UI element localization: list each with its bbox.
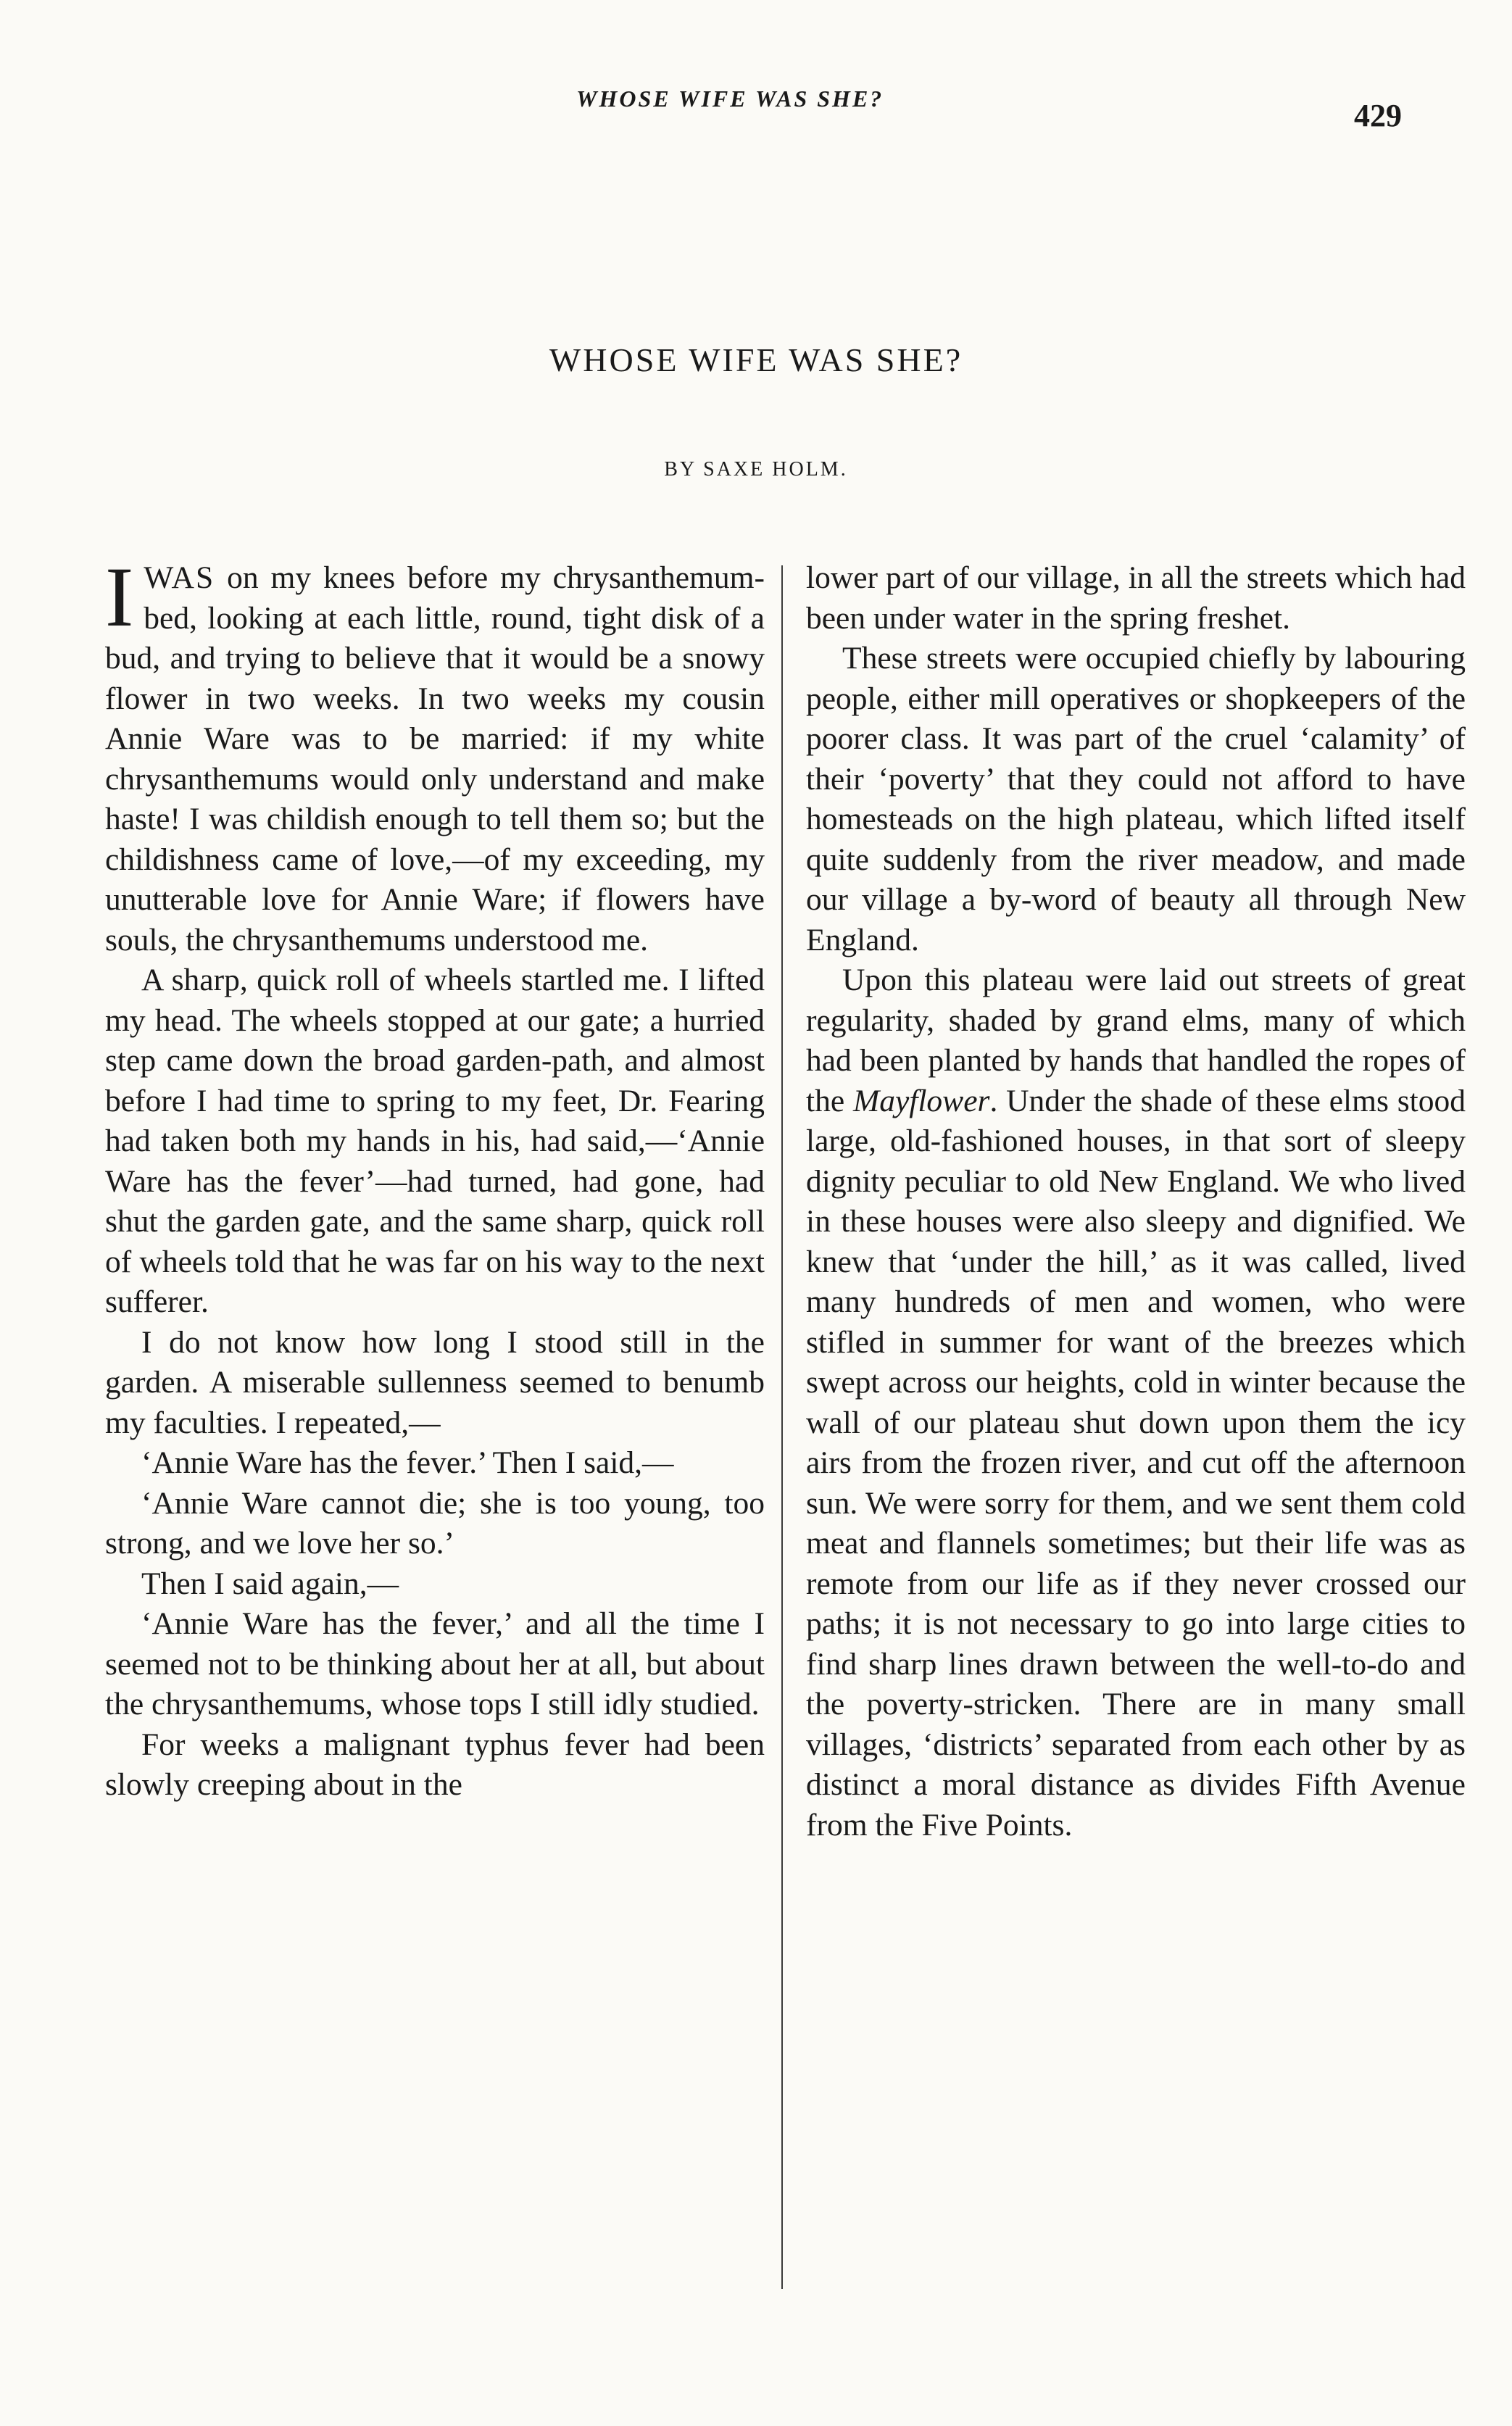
article-title: WHOSE WIFE WAS SHE?	[549, 341, 963, 378]
paragraph: A sharp, quick roll of wheels startled me. I lifted my head. The wheels stopped at our gate; a hurried step came down the broad garden-path, and almost before I had time to spring to my feet, Dr. Fearing had taken both my hands in his, had said,—‘Annie Ware has the fever’—had turned, had gone, had shut the garden gate, and the same sharp, quick roll of wheels told that he was far on his way to the next sufferer.	[105, 963, 765, 1319]
paragraph-opening	[105, 549, 765, 960]
ship-name: Mayflower	[852, 1083, 990, 1118]
running-title: WHOSE WIFE WAS SHE?	[576, 86, 884, 112]
paragraph: I do not know how long I stood still in the garden. A miserable sullenness seemed to benumb my faculties. I repeated,—	[105, 1324, 765, 1440]
left-column	[105, 549, 765, 1806]
paragraph: For weeks a malignant typhus fever had been slowly creeping about in the	[105, 1727, 765, 1802]
paragraph: These streets were occupied chiefly by labouring people, either mill operatives or shopkeepers of the poorer class. It was part of the cruel ‘calamity’ of their ‘poverty’ that they could not afford to have homesteads on the high plateau, which lifted itself quite suddenly from the river meadow, and made our village a by-word of beauty all through New England.	[806, 641, 1466, 957]
byline: BY SAXE HOLM.	[664, 458, 848, 481]
paragraph	[806, 960, 1466, 1845]
running-head	[0, 86, 1512, 133]
text-run: Upon this plateau were laid out streets of great regularity, shaded by grand elms, many of which had been planted by hands that handled the ropes of the	[806, 963, 1466, 1118]
column-divider	[781, 565, 783, 2289]
paragraph: ‘Annie Ware has the fever,’ and all the time I seemed not to be thinking about her at all, but about the chrysanthemums, whose tops I still idly studied.	[105, 1606, 765, 1721]
paragraph-continued: lower part of our village, in all the streets which had been under water in the spring freshet.	[806, 560, 1466, 636]
right-column	[806, 558, 1466, 1845]
opening-text: on my knees before my chrysanthemum-bed, looking at each little, round, tight disk of a bud, and trying to believe that it would be a snowy flower in two weeks. In two weeks my cousin Annie Ware was to be married: if my white chrysanthemums would only understand and make haste! I was childish enough to tell them so; but the childishness came of love,—of my exceeding, my unutterable love for Annie Ware; if flowers have souls, the chrysanthemums understood me.	[105, 560, 765, 957]
text-run: . Under the shade of these elms stood large, old-fashioned houses, in that sort of sleepy dignity peculiar to old New England. We who lived in these houses were also sleepy and dignified. We knew that ‘under the hill,’ as it was called, lived many hundreds of men and women, who were stifled in summer for want of the breezes which swept across our heights, cold in winter because the wall of our plateau shut down upon them the icy airs from the frozen river, and cut off the afternoon sun. We were sorry for them, and we sent them cold meat and flannels sometimes; but their life was as remote from our life as if they never crossed our paths; it is not necessary to go into large cities to find sharp lines drawn between the well-to-do and the poverty-stricken. There are in many small villages, ‘districts’ separated from each other by as distinct a moral distance as divides Fifth Avenue from the Five Points.	[806, 1083, 1466, 1843]
paragraph: ‘Annie Ware cannot die; she is too young, too strong, and we love her so.’	[105, 1485, 765, 1561]
paragraph: ‘Annie Ware has the fever.’ Then I said,—	[141, 1445, 674, 1480]
page-number: 429	[1354, 98, 1402, 133]
opening-word: WAS	[144, 560, 215, 595]
drop-cap: I	[105, 549, 134, 644]
paragraph: Then I said again,—	[141, 1566, 399, 1601]
